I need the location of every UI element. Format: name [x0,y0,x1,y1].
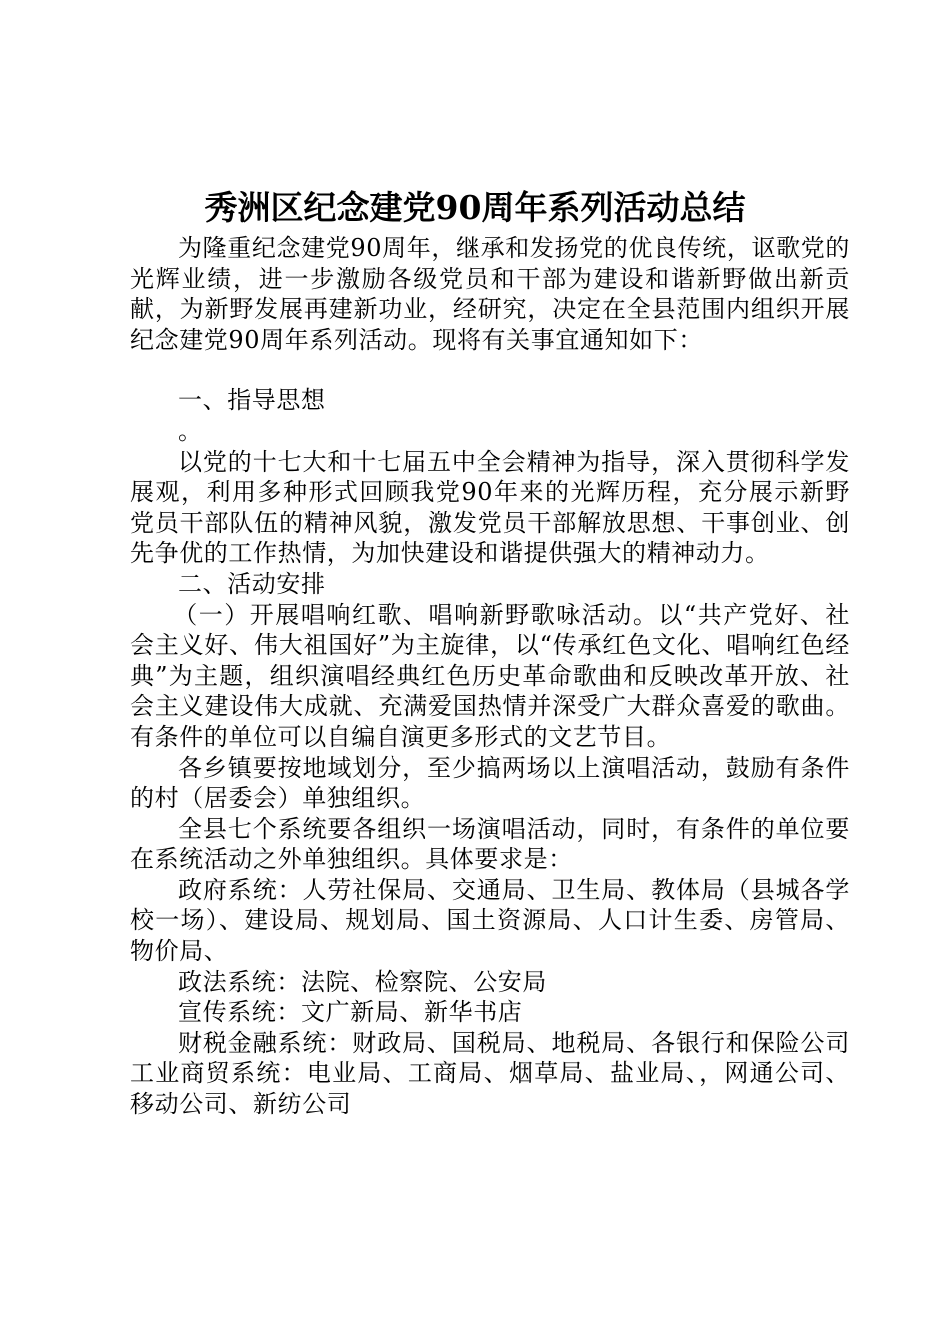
publicity-system-paragraph: 宣传系统：文广新局、新华书店 [178,998,523,1027]
document-body [130,233,850,1120]
activity-singing-paragraph: （一）开展唱响红歌、唱响新野歌咏活动。以“共产党好、社会主义好、伟大祖国好”为主旋律，以“传承红色文化、唱响红色经典”为主题，组织演唱经典红色历史革命歌曲和反映改革开放、社会主义建设伟大成就、充满爱国热情并深受广大群众喜爱的歌曲。有条件的单位可以自编自演更多形式的文艺节目。 [130,600,850,751]
government-system-paragraph: 政府系统：人劳社保局、交通局、卫生局、教体局（县城各学校一场）、建设局、规划局、国土资源局、人口计生委、房管局、物价局、 [130,875,850,966]
guiding-thought-paragraph: 以党的十七大和十七届五中全会精神为指导，深入贯彻科学发展观，利用多种形式回顾我党90年来的光辉历程，充分展示新野党员干部队伍的精神风貌，激发党员干部解放思想、干事创业、创先争优的工作热情，为加快建设和谐提供强大的精神动力。 [130,447,850,568]
intro-paragraph: 为隆重纪念建党90周年，继承和发扬党的优良传统，讴歌党的光辉业绩，进一步激励各级党员和干部为建设和谐新野做出新贡献，为新野发展再建新功业，经研究，决定在全县范围内组织开展纪念建党90周年系列活动。现将有关事宜通知如下： [130,234,850,354]
section-heading-guiding-thought: 一、指导思想 [178,386,326,415]
document-title: 秀洲区纪念建党90周年系列活动总结 [204,188,746,227]
punctuation-line: 。 [178,416,203,445]
township-paragraph: 各乡镇要按地域划分，至少搞两场以上演唱活动，鼓励有条件的村（居委会）单独组织。 [130,753,850,813]
section-heading-activity-arrangement: 二、活动安排 [178,569,326,598]
finance-system-paragraph: 财税金融系统：财政局、国税局、地税局、各银行和保险公司工业商贸系统：电业局、工商局、烟草局、盐业局、，网通公司、移动公司、新纺公司 [130,1028,850,1119]
political-legal-system-paragraph: 政法系统：法院、检察院、公安局 [178,967,547,996]
county-systems-paragraph: 全县七个系统要各组织一场演唱活动，同时，有条件的单位要在系统活动之外单独组织。具体要求是： [130,814,850,874]
